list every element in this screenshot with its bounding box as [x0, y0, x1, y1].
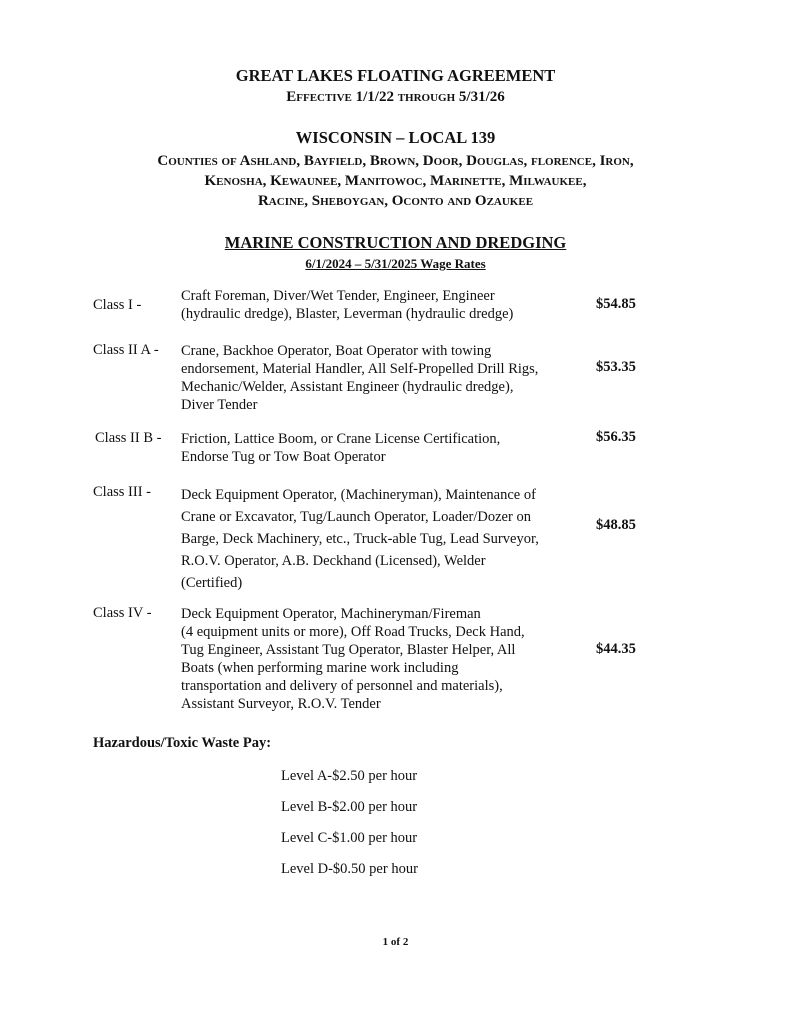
- class-label: Class II B -: [95, 430, 162, 446]
- description-line: Deck Equipment Operator, (Machineryman), Maintenance of: [181, 487, 536, 503]
- hazard-level: Level A-$2.50 per hour: [281, 768, 418, 784]
- description-line: R.O.V. Operator, A.B. Deckhand (Licensed), Welder: [181, 553, 486, 569]
- class-label: Class II A -: [93, 342, 159, 358]
- class-description: [181, 605, 581, 713]
- description-line: (Certified): [181, 575, 243, 591]
- local-title: WISCONSIN – LOCAL 139: [295, 128, 496, 147]
- description-line: Crane, Backhoe Operator, Boat Operator with towing: [181, 343, 492, 359]
- hazardous-pay-heading: Hazardous/Toxic Waste Pay:: [93, 735, 272, 751]
- counties-line: Racine, Sheboygan, Oconto and Ozaukee: [257, 193, 534, 209]
- description-line: (4 equipment units or more), Off Road Trucks, Deck Hand,: [181, 624, 525, 640]
- class-description: [181, 430, 581, 466]
- class-rate: $56.35: [596, 429, 636, 445]
- class-rate: $44.35: [596, 641, 636, 657]
- class-rate: $48.85: [596, 517, 636, 533]
- class-description: [181, 287, 581, 323]
- class-rate: $53.35: [596, 359, 636, 375]
- page-number: 1 of 2: [382, 936, 409, 948]
- class-description: [181, 342, 581, 414]
- description-line: Friction, Lattice Boom, or Crane License Certification,: [181, 431, 501, 447]
- description-line: Mechanic/Welder, Assistant Engineer (hydraulic dredge),: [181, 379, 514, 395]
- description-line: Craft Foreman, Diver/Wet Tender, Engineer, Engineer: [181, 288, 495, 304]
- counties-line: Kenosha, Kewaunee, Manitowoc, Marinette, Milwaukee,: [204, 173, 587, 189]
- description-line: Assistant Surveyor, R.O.V. Tender: [181, 696, 381, 712]
- description-line: Endorse Tug or Tow Boat Operator: [181, 449, 386, 465]
- description-line: Deck Equipment Operator, Machineryman/Fireman: [181, 606, 481, 622]
- section-title: MARINE CONSTRUCTION AND DREDGING: [224, 233, 567, 252]
- class-label: Class III -: [93, 484, 151, 500]
- description-line: Barge, Deck Machinery, etc., Truck-able Tug, Lead Surveyor,: [181, 531, 539, 547]
- description-line: Boats (when performing marine work including: [181, 660, 459, 676]
- effective-dates: Effective 1/1/22 through 5/31/26: [286, 89, 505, 105]
- agreement-title: GREAT LAKES FLOATING AGREEMENT: [235, 66, 556, 85]
- hazard-level: Level B-$2.00 per hour: [281, 799, 418, 815]
- description-line: Diver Tender: [181, 397, 258, 413]
- class-description: [181, 484, 581, 594]
- description-line: endorsement, Material Handler, All Self-Propelled Drill Rigs,: [181, 361, 539, 377]
- description-line: Crane or Excavator, Tug/Launch Operator, Loader/Dozer on: [181, 509, 531, 525]
- counties-list: [0, 151, 791, 211]
- class-label: Class I -: [93, 297, 142, 313]
- counties-line: Counties of Ashland, Bayfield, Brown, Door, Douglas, florence, Iron,: [157, 153, 634, 169]
- description-line: Tug Engineer, Assistant Tug Operator, Blaster Helper, All: [181, 642, 516, 658]
- hazard-level: Level C-$1.00 per hour: [281, 830, 418, 846]
- wage-rate-period: 6/1/2024 – 5/31/2025 Wage Rates: [305, 256, 486, 271]
- description-line: transportation and delivery of personnel and materials),: [181, 678, 503, 694]
- class-label: Class IV -: [93, 605, 152, 621]
- description-line: (hydraulic dredge), Blaster, Leverman (hydraulic dredge): [181, 306, 514, 322]
- class-rate: $54.85: [596, 296, 636, 312]
- hazard-level: Level D-$0.50 per hour: [281, 861, 418, 877]
